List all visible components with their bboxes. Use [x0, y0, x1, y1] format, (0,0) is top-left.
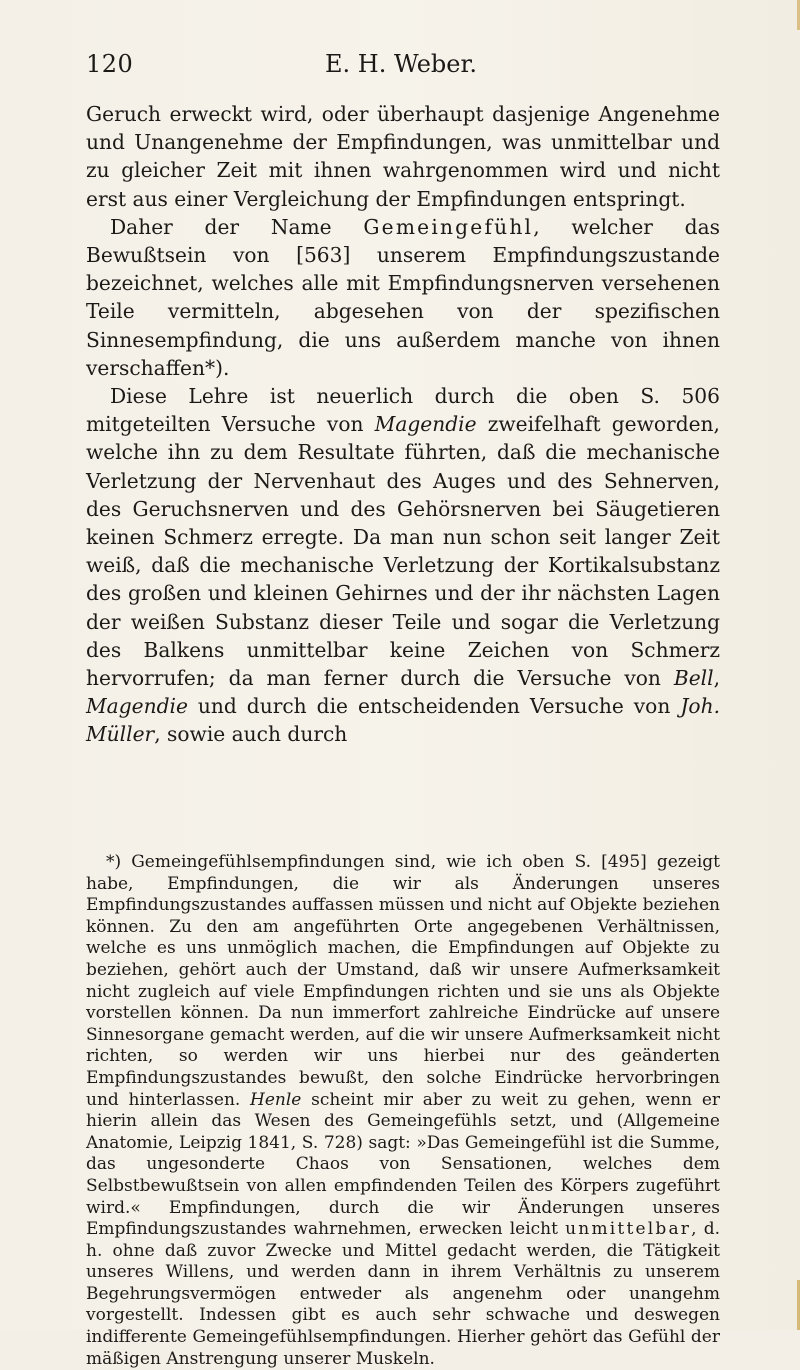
- page-header: [86, 50, 716, 80]
- author-name-henle: Henle: [250, 1089, 302, 1110]
- running-head: E. H. Weber.: [325, 50, 477, 78]
- paragraph-1-text: Geruch erweckt wird, oder überhaupt dasjenige Angenehme und Unangenehme der Empfindungen, was unmittelbar und zu gleicher Zeit mit ihnen wahrgenommen wird und nicht erst aus einer Vergleichung der Empfindungen entspringt.: [86, 102, 720, 211]
- author-name-mueller: Joh. Müller: [86, 694, 720, 747]
- author-name-bell: Bell: [673, 666, 714, 691]
- page-number: 120: [86, 50, 134, 78]
- paragraph-2-text: , welcher das Bewußtsein von [563] unserem Empfindungszustande bezeichnet, welches alle mit Empfindungsnerven versehenen Teile vermitteln, abgesehen von der spezifischen Sinnesempfindung, die uns außerdem manche von ihnen verschaffen*).: [86, 214, 720, 380]
- author-name-magendie: Magendie: [86, 694, 188, 719]
- paragraph-3-text: Diese Lehre ist neuerlich durch die oben S. 506 mitgeteilten Versuche von: [86, 384, 720, 437]
- paragraph-2: [86, 213, 720, 382]
- paragraph-1: [86, 100, 720, 213]
- author-name-magendie: Magendie: [374, 412, 477, 437]
- footnote: [86, 852, 720, 1370]
- term-unmittelbar: unmittelbar: [565, 1219, 692, 1240]
- paragraph-3-text: , sowie auch durch: [154, 722, 348, 747]
- paragraph-3-text: und durch die entscheidenden Versuche von: [187, 694, 681, 719]
- paragraph-2-text: Daher der Name: [110, 214, 364, 239]
- footnote-paragraph: [86, 852, 720, 1370]
- main-text: [86, 100, 720, 749]
- paragraph-3-text: ,: [713, 666, 720, 691]
- paragraph-3-text: zweifelhaft geworden, welche ihn zu dem Resultate führten, daß die mechanische Verletzung der Nervenhaut des Auges und des Sehnerven, des Geruchsnerven und des Gehörsnerven bei Säugetieren keinen Schmerz erregte. Da man nun schon seit langer Zeit weiß, daß die mechanische Verletzung der Kortikalsubstanz des großen und kleinen Gehirnes und der ihr nächsten Lagen der weißen Substanz dieser Teile und sogar die Verletzung des Balkens unmittelbar keine Zeichen von Schmerz hervorrufen; da man ferner durch die Versuche von: [86, 412, 720, 691]
- footnote-text: *) Gemeingefühlsempfindungen sind, wie ich oben S. [495] gezeigt habe, Empfindungen, die wir als Änderungen unseres Empfindungszustandes auffassen müssen und nicht auf Objekte beziehen können. Zu den am angeführten Orte angegebenen Verhältnissen, welche es uns unmöglich machen, die Empfindungen auf Objekte zu beziehen, gehört auch der Umstand, daß wir unsere Aufmerksamkeit nicht zugleich auf viele Empfindungen richten und sie uns als Objekte vorstellen können. Da nun immerfort zahlreiche Eindrücke auf unsere Sinnesorgane gemacht werden, auf die wir unsere Aufmerksamkeit nicht richten, so werden wir uns hierbei nur des geänderten Empfindungszustandes bewußt, den solche Eindrücke hervorbringen und hinterlassen.: [86, 852, 720, 1110]
- footnote-text: scheint mir aber zu weit zu gehen, wenn er hierin allein das Wesen des Gemeingefühls setzt, und (Allgemeine Anatomie, Leipzig 1841, S. 728) sagt: »Das Gemeingefühl ist die Summe, das ungesonderte Chaos von Sensationen, welches dem Selbstbewußtsein von allen empfindenden Teilen des Körpers zugeführt wird.« Empfindungen, durch die wir Änderungen unseres Empfindungszustandes wahrnehmen, erwecken leicht: [86, 1089, 721, 1240]
- footnote-text: , d. h. ohne daß zuvor Zwecke und Mittel gedacht werden, die Tätigkeit unseres Willens, und werden dann in ihrem Verhältnis zu unserem Begehrungsvermögen entweder als angenehm oder unangehm vorgestellt. Indessen gibt es auch sehr schwache und deswegen indifferente Gemeingefühlsempfindungen. Hierher gehört das Gefühl der mäßigen Anstrengung unserer Muskeln.: [86, 1219, 720, 1369]
- paragraph-3: [86, 382, 720, 749]
- term-gemeingefuehl: Gemeingefühl: [363, 214, 534, 239]
